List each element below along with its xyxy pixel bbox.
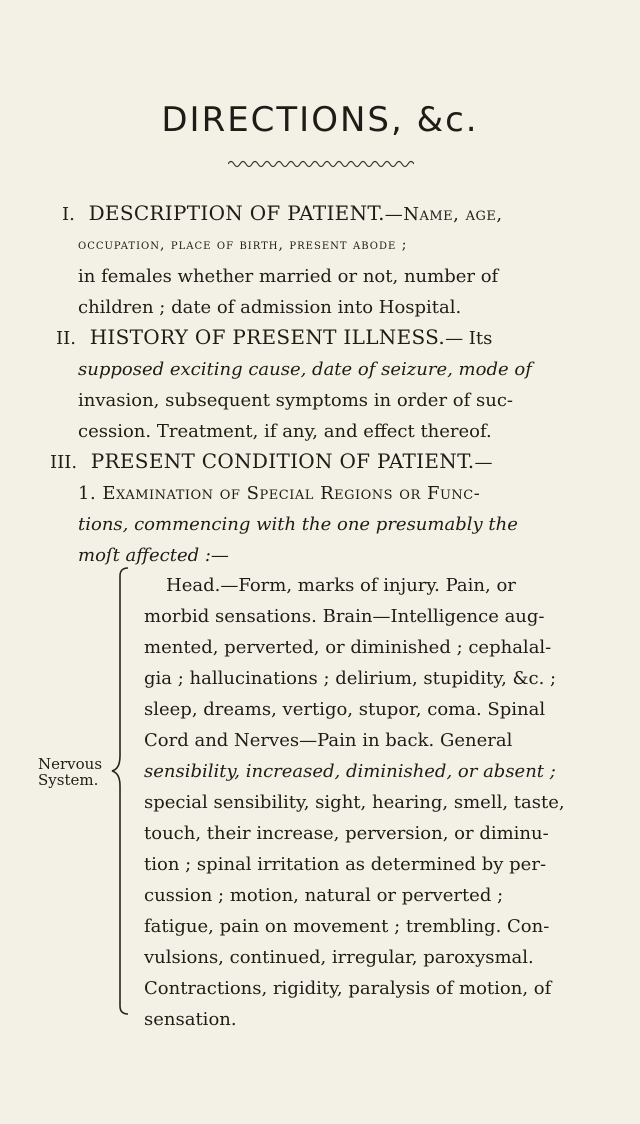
- brace-label-line: System.: [38, 771, 99, 789]
- section-line: in females whether married or not, number of: [78, 266, 499, 287]
- nervous-line: sleep, dreams, vertigo, stupor, coma. Spinal: [144, 699, 546, 720]
- nervous-line: Head.—Form, marks of injury. Pain, or: [166, 575, 516, 596]
- section-description-of-patient: [62, 198, 503, 323]
- nervous-line: special sensibility, sight, hearing, smell, taste,: [144, 792, 565, 813]
- nervous-line: touch, their increase, perversion, or diminu-: [144, 823, 549, 844]
- section-heading: PRESENT CONDITION OF PATIENT.: [90, 449, 475, 473]
- nervous-line: Cord and Nerves—Pain in back. General: [144, 730, 513, 751]
- nervous-system-label: [38, 756, 102, 788]
- nervous-line: tion ; spinal irritation as determined by per-: [144, 854, 547, 875]
- section-history-of-illness: [56, 322, 532, 447]
- section-numeral: I.: [62, 204, 75, 225]
- nervous-line: morbid sensations. Brain—Intelligence aug-: [144, 606, 545, 627]
- section-line: —Name, age,: [384, 204, 503, 225]
- nervous-line: sensibility, increased, diminished, or absent ;: [144, 761, 556, 782]
- section-line: 1. Examination of Special Regions or Func-: [78, 483, 481, 504]
- section-line: cession. Treatment, if any, and effect thereof.: [78, 421, 492, 442]
- section-line: children ; date of admission into Hospital.: [78, 297, 462, 318]
- brace-label-line: Nervous: [38, 755, 103, 773]
- nervous-line: Contractions, rigidity, paralysis of motion, of: [144, 978, 552, 999]
- nervous-line: vulsions, continued, irregular, paroxysmal.: [144, 947, 534, 968]
- page-title: DIRECTIONS, &c.: [161, 100, 479, 140]
- section-numeral: III.: [50, 452, 78, 473]
- section-present-condition: [50, 446, 518, 571]
- nervous-line: mented, perverted, or diminished ; cephalal-: [144, 637, 552, 658]
- section-heading: HISTORY OF PRESENT ILLNESS.: [89, 325, 446, 349]
- section-line: occupation, place of birth, present abode ;: [78, 237, 408, 253]
- nervous-line: cussion ; motion, natural or perverted ;: [144, 885, 504, 906]
- section-line: invasion, subsequent symptoms in order of suc-: [78, 390, 513, 411]
- nervous-line: sensation.: [144, 1009, 237, 1030]
- section-line: tions, commencing with the one presumably the: [78, 514, 518, 535]
- wavy-ornament-divider: [228, 158, 414, 170]
- section-line: —: [474, 452, 493, 473]
- nervous-system-block: [144, 570, 565, 1035]
- nervous-line: gia ; hallucinations ; delirium, stupidity, &c. ;: [144, 668, 557, 689]
- curly-brace: [110, 566, 136, 1016]
- nervous-line: fatigue, pain on movement ; trembling. Con-: [144, 916, 550, 937]
- section-line: supposed exciting cause, date of seizure, mode of: [78, 359, 532, 380]
- section-heading: DESCRIPTION OF PATIENT.: [88, 201, 385, 225]
- section-numeral: II.: [56, 328, 76, 349]
- section-line: moſt affected :—: [78, 545, 229, 566]
- section-line: — Its: [445, 328, 493, 349]
